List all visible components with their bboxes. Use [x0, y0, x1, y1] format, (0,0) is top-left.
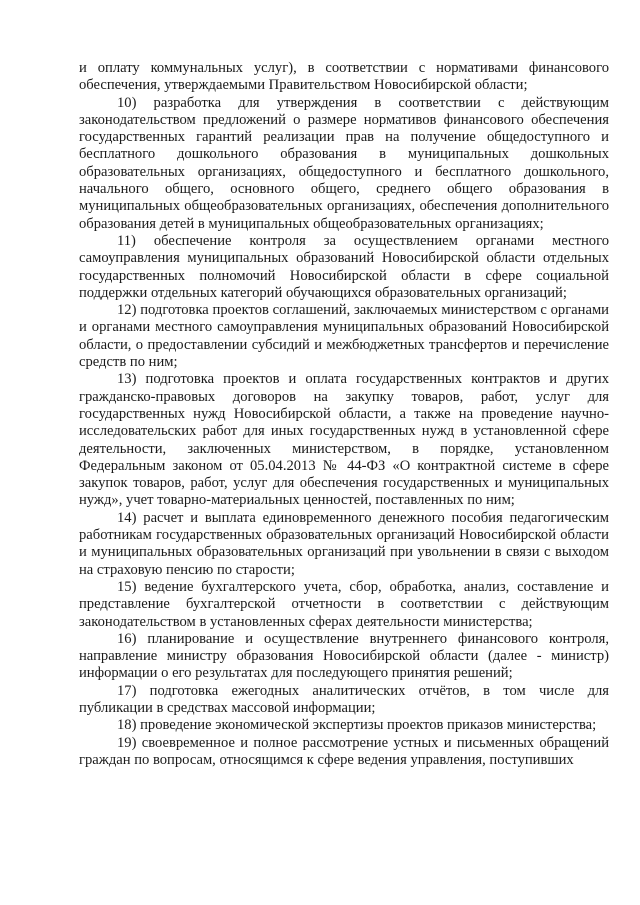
- paragraph-item-13: 13) подготовка проектов и оплата государственных контрактов и других гражданско-правовых договоров на закупку товаров, работ, услуг для государственных нужд Новосибирской области, а также на проведение научно-исследовательских работ для иных государственных нужд в установленной сфере деятельности, заключенных министерством, в порядке, установленном Федеральным законом от 05.04.2013 № 44-ФЗ «О контрактной системе в сфере закупок товаров, работ, услуг для обеспечения государственных и муниципальных нужд», учет товарно-материальных ценностей, поставленных по ним;: [79, 371, 609, 509]
- paragraph-item-10: 10) разработка для утверждения в соответствии с действующим законодательством предложений о размере нормативов финансового обеспечения государственных гарантий реализации прав на получение общедоступного и бесплатного дошкольного образования в муниципальных дошкольных образовательных организациях, общедоступного и бесплатного дошкольного, начального общего, основного общего, среднего общего образования в муниципальных общеобразовательных организациях, обеспечения дополнительного образования детей в муниципальных общеобразовательных организациях;: [79, 94, 609, 232]
- paragraph-item-15: 15) ведение бухгалтерского учета, сбор, обработка, анализ, составление и представление бухгалтерской отчетности в соответствии с действующим законодательством в установленных сферах деятельности министерства;: [79, 578, 609, 630]
- paragraph-item-12: 12) подготовка проектов соглашений, заключаемых министерством с органами и органами местного самоуправления муниципальных образований Новосибирской области, о предоставлении субсидий и межбюджетных трансфертов и перечисление средств по ним;: [79, 302, 609, 371]
- paragraph-continuation: и оплату коммунальных услуг), в соответствии с нормативами финансового обеспечения, утверждаемыми Правительством Новосибирской области;: [79, 60, 609, 94]
- paragraph-item-18: 18) проведение экономической экспертизы проектов приказов министерства;: [117, 717, 597, 734]
- paragraph-item-16: 16) планирование и осуществление внутреннего финансового контроля, направление министру образования Новосибирской области (далее - министр) информации о его результатах для последующего принятия решений;: [79, 630, 609, 682]
- paragraph-item-17: 17) подготовка ежегодных аналитических отчётов, в том числе для публикации в средствах массовой информации;: [79, 682, 609, 716]
- paragraph-item-11: 11) обеспечение контроля за осуществлением органами местного самоуправления муниципальных образований Новосибирской области отдельных государственных полномочий Новосибирской области в сфере социальной поддержки отдельных категорий обучающихся образовательных организаций;: [79, 232, 609, 301]
- paragraph-item-19: 19) своевременное и полное рассмотрение устных и письменных обращений граждан по вопросам, относящимся к сфере ведения управления, поступивших: [79, 734, 609, 768]
- document-page: [79, 60, 609, 769]
- paragraph-item-14: 14) расчет и выплата единовременного денежного пособия педагогическим работникам государственных образовательных организаций Новосибирской области и муниципальных образовательных организаций при увольнении в связи с выходом на страховую пенсию по старости;: [79, 509, 609, 578]
